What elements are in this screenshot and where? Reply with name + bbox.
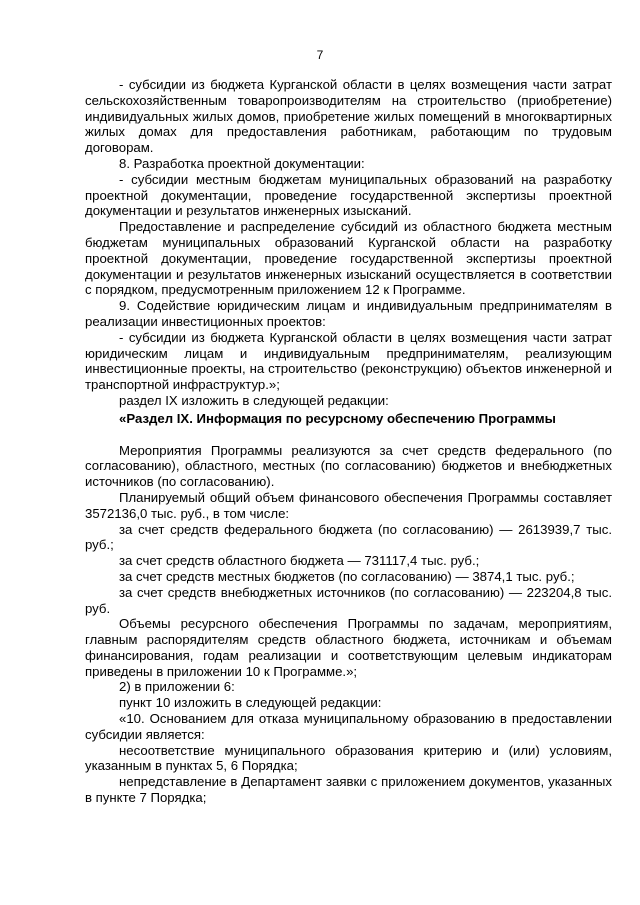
paragraph-item-8: 8. Разработка проектной документации:	[119, 155, 365, 171]
paragraph-subsidy-investors: - субсидии из бюджета Курганской области в целях возмещения части затрат юридическим лицам и индивидуальным предпринимателям, реализующим инвестиционные проекты, на строительство (реконструкцию) объектов инженерной и транспортной инфраструктур.»;	[85, 329, 612, 393]
paragraph-refusal-application: непредставление в Департамент заявки с приложением документов, указанных в пункте 7 Порядка;	[85, 774, 612, 806]
paragraph-point-10-intro: пункт 10 изложить в следующей редакции:	[119, 695, 382, 711]
paragraph-total-funding: Планируемый общий объем финансового обеспечения Программы составляет 3572136,0 тыс. руб., в том числе:	[85, 489, 612, 521]
paragraph-subsidy-design: - субсидии местным бюджетам муниципальных образований на разработку проектной документации, проведение государственной экспертизы проектной документации и результатов инженерных изысканий.	[85, 171, 612, 219]
paragraph-item-9: 9. Содействие юридическим лицам и индивидуальным предпринимателям в реализации инвестиционных проектов:	[85, 298, 612, 329]
paragraph-section-ix-intro: раздел IX изложить в следующей редакции:	[119, 392, 389, 408]
paragraph-local-budgets: за счет средств местных бюджетов (по согласованию) — 3874,1 тыс. руб.;	[119, 568, 575, 584]
section-heading: «Раздел IX. Информация по ресурсному обеспечению Программы	[119, 410, 556, 426]
paragraph-extra-budgetary: за счет средств внебюджетных источников (по согласованию) — 223204,8 тыс. руб.	[85, 584, 612, 616]
paragraph-regional-budget: за счет средств областного бюджета — 731117,4 тыс. руб.;	[119, 553, 480, 569]
paragraph-appendix-6: 2) в приложении 6:	[119, 679, 235, 695]
paragraph-point-10: «10. Основанием для отказа муниципальному образованию в предоставлении субсидии является:	[85, 711, 612, 742]
paragraph-funding-sources: Мероприятия Программы реализуются за счет средств федерального (по согласованию), областного, местных (по согласованию) бюджетов и внебюджетных источников (по согласованию).	[85, 442, 612, 490]
page-number: 7	[316, 48, 324, 62]
document-body	[85, 77, 612, 806]
paragraph-refusal-criteria: несоответствие муниципального образования критерию и (или) условиям, указанным в пунктах 5, 6 Порядка;	[85, 742, 612, 774]
paragraph-distribution: Предоставление и распределение субсидий из областного бюджета местным бюджетам муниципальных образований Курганской области на разработку проектной документации, проведение государственной экспертизы проектной документации и результатов инженерных изысканий осуществляется в соответствии с порядком, предусмотренным приложением 12 к Программе.	[85, 219, 612, 298]
paragraph-subsidy-agri: - субсидии из бюджета Курганской области в целях возмещения части затрат сельскохозяйственным товаропроизводителям на строительство (приобретение) индивидуальных жилых домов, приобретение жилых помещений в многоквартирных жилых домах для предоставления работникам, работающим по трудовым договорам.	[85, 77, 612, 156]
paragraph-resource-volumes: Объемы ресурсного обеспечения Программы по задачам, мероприятиям, главным распорядителям средств областного бюджета, источникам и объемам финансирования, годам реализации и соответствующим целевым индикаторам приведены в приложении 10 к Программе.»;	[85, 616, 612, 679]
paragraph-federal-budget: за счет средств федерального бюджета (по согласованию) — 2613939,7 тыс. руб.;	[85, 521, 612, 553]
